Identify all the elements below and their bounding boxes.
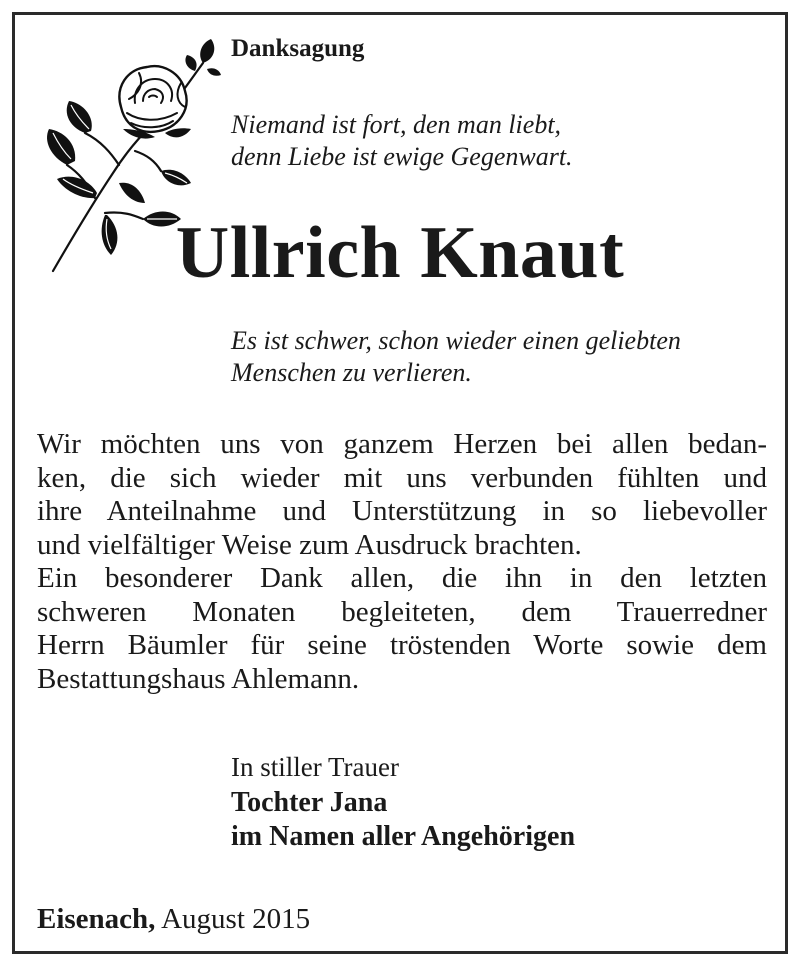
paragraph-line: Bestattungshaus Ahlemann. [37, 662, 360, 695]
paragraph-line: schweren Monaten begleiteten, dem Trauerredner [37, 595, 767, 628]
paragraph-line: Ein besonderer Dank allen, die ihn in den letzten [37, 562, 767, 594]
place-date [37, 903, 310, 936]
notice-heading: Danksagung [231, 35, 365, 62]
date-text: August 2015 [161, 903, 311, 935]
deceased-name: Ullrich Knaut [175, 212, 625, 294]
closing-intro: In stiller Trauer [231, 752, 399, 782]
signature-line: Tochter Jana [231, 787, 388, 818]
paragraph-line: Wir möchten uns von ganzem Herzen bei allen bedan- [37, 428, 767, 460]
opening-quote [231, 109, 573, 173]
paragraph-line: Herrn Bäumler für seine tröstenden Worte sowie dem [37, 629, 767, 661]
paragraph-line: und vielfältiger Weise zum Ausdruck brachten. [37, 528, 582, 561]
opening-quote-line: denn Liebe ist ewige Gegenwart. [231, 142, 573, 171]
closing-block [231, 748, 575, 854]
place-name: Eisenach, [37, 903, 156, 935]
opening-quote-line: Niemand ist fort, den man liebt, [231, 110, 562, 139]
second-quote-line: Es ist schwer, schon wieder einen geliebten [231, 326, 681, 355]
obituary-notice [12, 12, 788, 954]
signature-line: im Namen aller Angehörigen [231, 821, 576, 852]
paragraph-line: ihre Anteilnahme und Unterstützung in so liebevoller [37, 495, 767, 527]
paragraph-line: ken, die sich wieder mit uns verbunden fühlten und [37, 461, 767, 494]
second-quote [231, 325, 681, 389]
second-quote-line: Menschen zu verlieren. [231, 358, 472, 387]
thanks-paragraph [37, 428, 767, 696]
